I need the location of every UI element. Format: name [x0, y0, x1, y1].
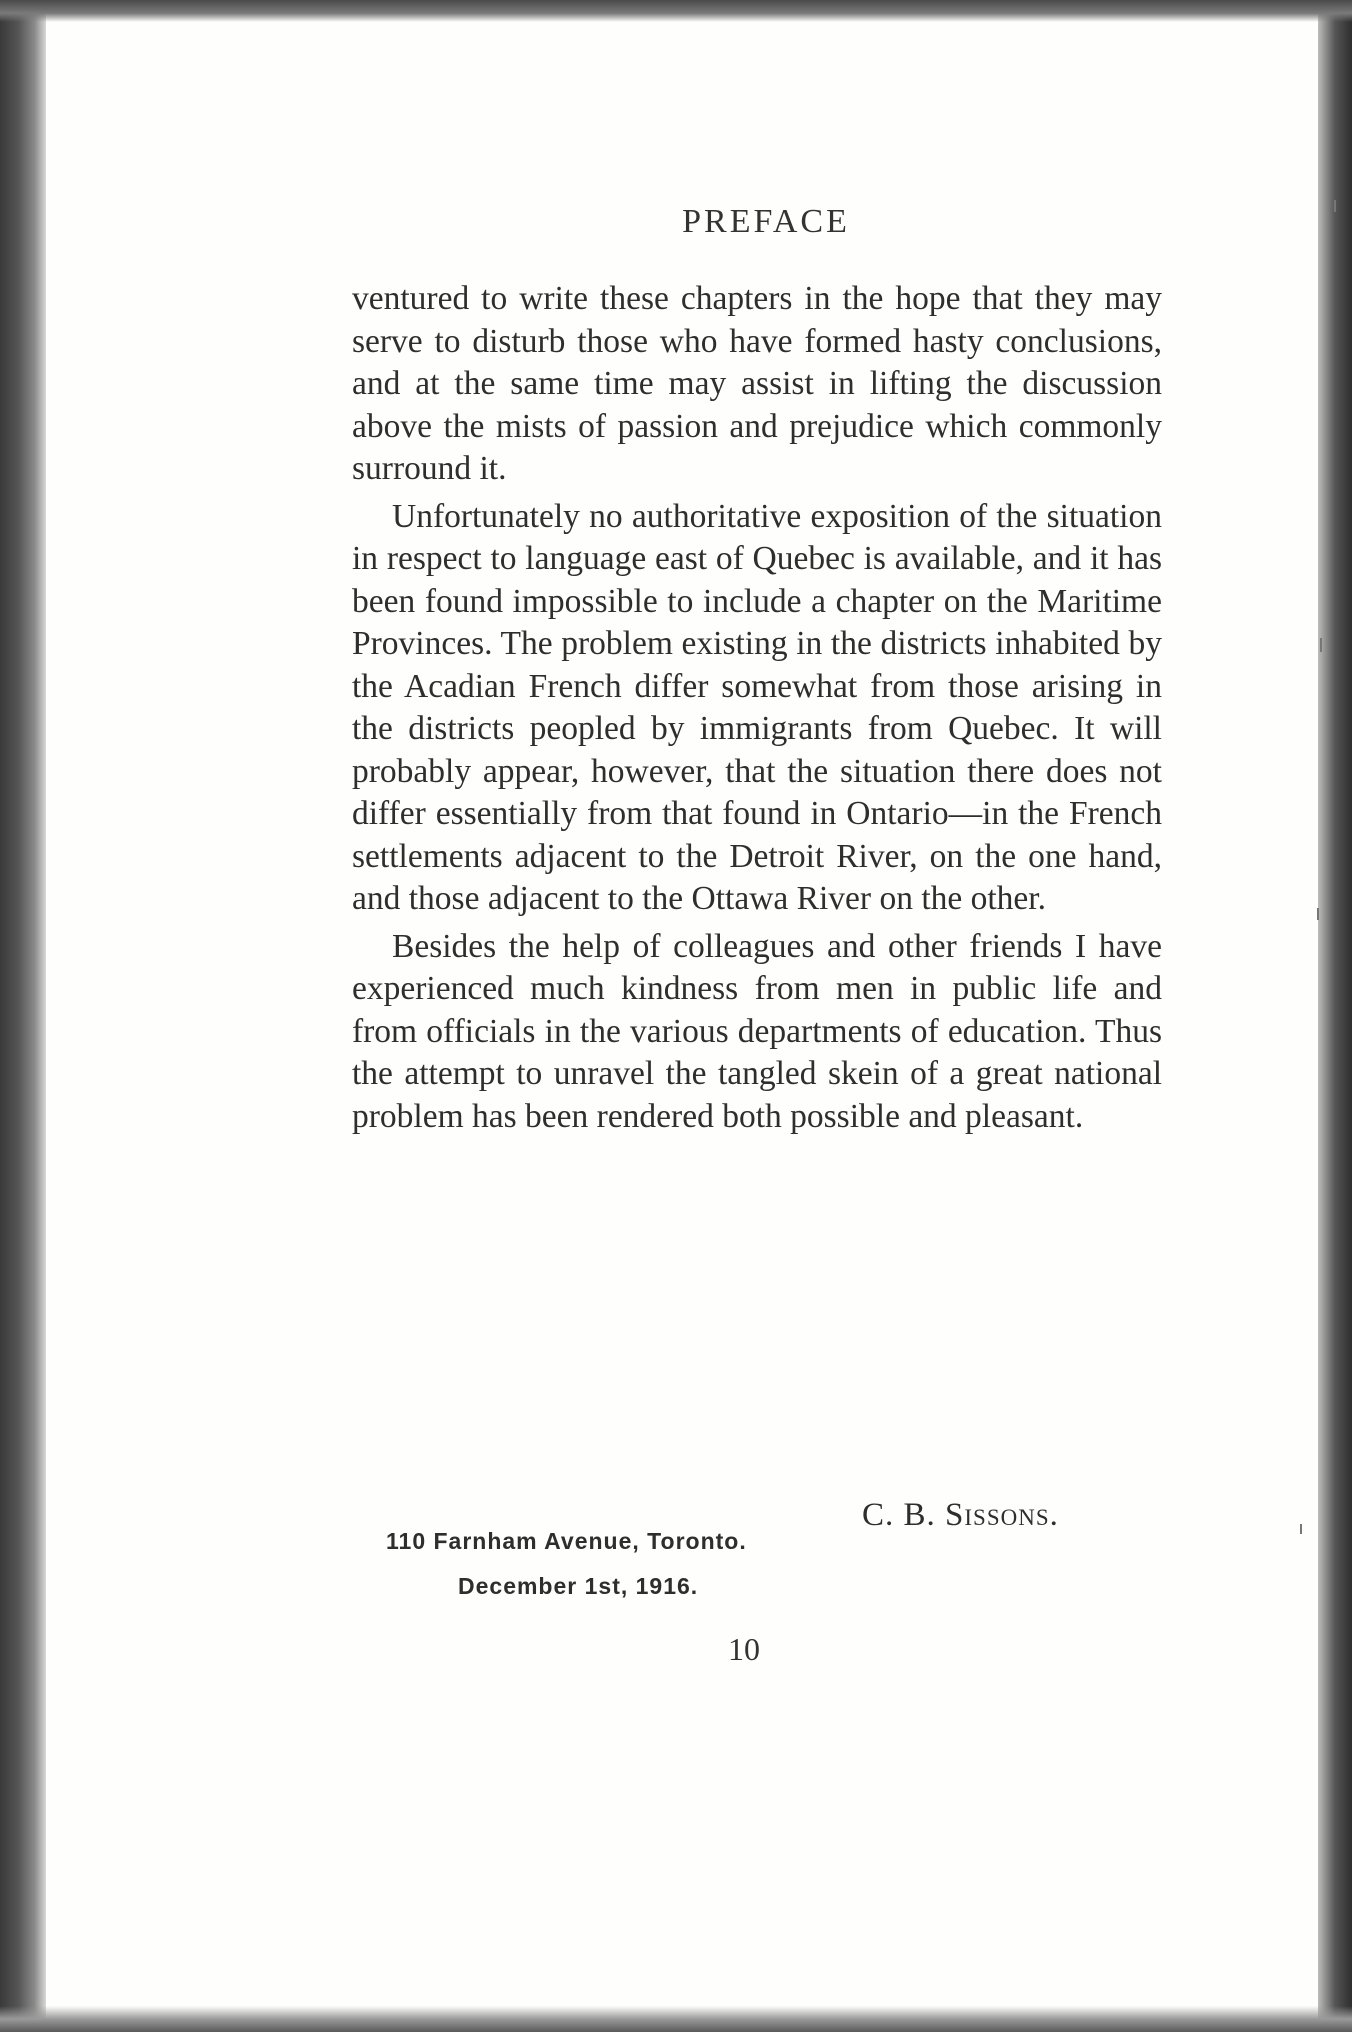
- book-edge-top: [0, 0, 1352, 22]
- book-edge-left: [0, 0, 46, 2032]
- signature: [862, 1497, 1059, 1534]
- book-edge-right: [1318, 0, 1352, 2032]
- margin-speck: [1320, 638, 1322, 652]
- margin-speck: [1317, 908, 1319, 920]
- body-text: [352, 278, 1162, 1143]
- margin-speck: [1300, 1524, 1302, 1534]
- paragraph-2: Unfortunately no authoritative exposition of the situation in respect to language east of Quebec is available, and it has been found impossible to include a chapter on the Maritime Provinces. The problem existing in the districts inhabited by the Acadian French differ somewhat from those arising in the districts peopled by immigrants from Quebec. It will probably appear, however, that the situation there does not differ essentially from that found in Ontario—in the French settlements adjacent to the Detroit River, on the one hand, and those adjacent to the Ottawa River on the other.: [352, 497, 1162, 917]
- book-edge-bottom: [0, 2006, 1352, 2032]
- paragraph-1: ventured to write these chapters in the hope that they may serve to disturb those who have formed hasty conclusions, and at the same time may assist in lifting the discussion above the mists of passion and prejudice which commonly surround it.: [352, 280, 1162, 487]
- running-head: PREFACE: [682, 203, 850, 240]
- signature-text: C. B. Sissons.: [862, 1497, 1059, 1533]
- date-line: December 1st, 1916.: [458, 1573, 699, 1599]
- address-line: 110 Farnham Avenue, Toronto.: [386, 1528, 747, 1554]
- paragraph-3: Besides the help of colleagues and other friends I have experienced much kindness from men in public life and from officials in the various departments of education. Thus the attempt to unravel the tangled skein of a great national problem has been rendered both possible and pleasant.: [352, 927, 1162, 1135]
- page-number: 10: [728, 1631, 760, 1667]
